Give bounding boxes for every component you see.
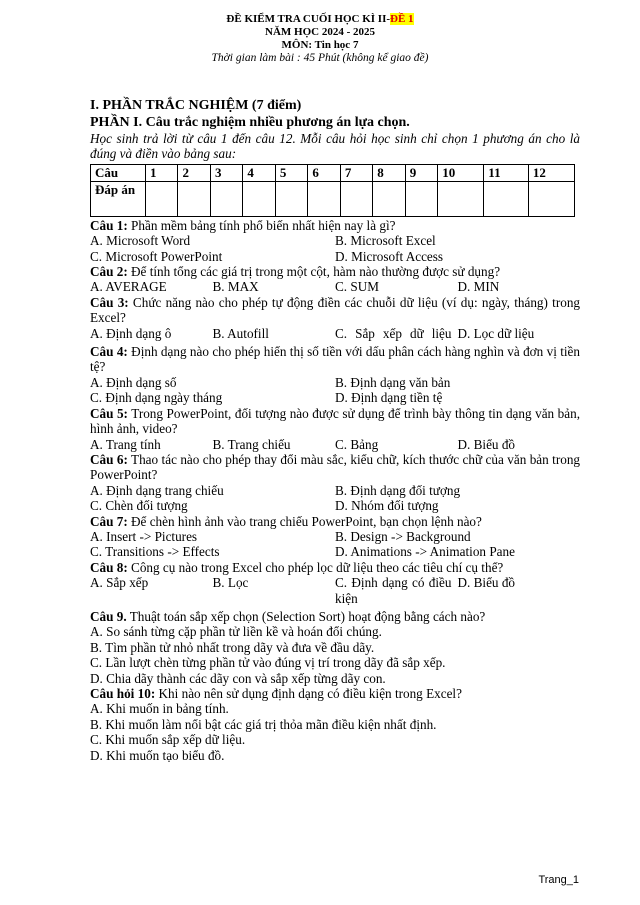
- option-c[interactable]: C. Microsoft PowerPoint: [90, 248, 223, 264]
- question-4: [90, 344, 580, 406]
- option-d[interactable]: D. Biểu đồ: [457, 436, 516, 452]
- answer-cell[interactable]: [308, 181, 340, 216]
- question-2: [90, 264, 580, 295]
- question-label: Câu 5:: [90, 405, 128, 421]
- answer-cell[interactable]: [275, 181, 307, 216]
- option-c[interactable]: C. Sắp xếp dữ liệu: [335, 325, 452, 341]
- answer-cell[interactable]: [210, 181, 242, 216]
- exam-header: [0, 13, 640, 65]
- question-5: [90, 406, 580, 452]
- answer-number: 7: [340, 164, 372, 181]
- option-c[interactable]: C. Định dạng ngày tháng: [90, 390, 223, 406]
- option-b[interactable]: B. Khi muốn làm nổi bật các giá trị thỏa mãn điều kiện nhất định.: [90, 716, 437, 732]
- option-d[interactable]: D. Microsoft Access: [335, 248, 444, 264]
- option-d[interactable]: D. Nhóm đối tượng: [335, 498, 439, 514]
- question-9: [90, 609, 580, 686]
- question-label: Câu 1:: [90, 217, 128, 233]
- question-text: Thuật toán sắp xếp chọn (Selection Sort) hoạt động bằng cách nào?: [126, 608, 486, 624]
- option-c[interactable]: C. Lần lượt chèn từng phần tử vào đúng vị trí trong dãy đã sắp xếp.: [90, 655, 446, 671]
- section-title: PHẦN I. Câu trắc nghiệm nhiều phương án lựa chọn.: [90, 115, 410, 130]
- option-a[interactable]: A. Insert -> Pictures: [90, 528, 198, 544]
- question-7: [90, 514, 580, 560]
- exam-body: [90, 97, 580, 763]
- option-d[interactable]: D. MIN: [457, 279, 500, 295]
- question-label: Câu hỏi 10:: [90, 686, 156, 701]
- answer-number: 8: [373, 164, 405, 181]
- option-d[interactable]: D. Chia dãy thành các dãy con và sắp xếp từng dãy con.: [90, 670, 386, 686]
- answer-number: 6: [308, 164, 340, 181]
- option-d[interactable]: D. Khi muốn tạo biểu đồ.: [90, 747, 225, 763]
- option-a[interactable]: A. Định dạng trang chiếu: [90, 482, 224, 498]
- option-a[interactable]: A. Trang tính: [90, 436, 161, 452]
- answer-table-answer-row: [91, 181, 575, 216]
- option-b[interactable]: B. Định dạng đối tượng: [335, 482, 461, 498]
- answer-number: 4: [243, 164, 275, 181]
- option-b[interactable]: B. Tìm phần tử nhỏ nhất trong dãy và đưa về đầu dãy.: [90, 639, 375, 655]
- question-6: [90, 452, 580, 514]
- option-b[interactable]: B. Trang chiếu: [212, 436, 291, 452]
- exam-version-badge: ĐỀ 1: [390, 13, 414, 25]
- answer-number: 12: [528, 164, 574, 181]
- answer-cell[interactable]: [373, 181, 405, 216]
- question-3: [90, 295, 580, 341]
- question-text: Công cụ nào trong Excel cho phép lọc dữ liệu theo các tiêu chí cụ thể?: [127, 559, 504, 575]
- answer-table-header-row: [91, 164, 575, 181]
- answer-cell[interactable]: [146, 181, 178, 216]
- option-a[interactable]: A. Sắp xếp: [90, 575, 149, 591]
- option-c[interactable]: C. Bảng: [335, 436, 379, 452]
- option-a[interactable]: A. Microsoft Word: [90, 233, 191, 249]
- question-label: Câu 8:: [90, 559, 128, 575]
- instruction: Học sinh trả lời từ câu 1 đến câu 12. Mỗi câu hỏi học sinh chỉ chọn 1 phương án cho là đúng và điền vào bảng sau:: [90, 131, 580, 162]
- option-c[interactable]: C. Định dạng có điều kiện: [335, 575, 452, 606]
- question-text: Chức năng nào cho phép tự động điền các chuỗi dữ liệu (ví dụ: ngày, tháng) trong Excel?: [90, 294, 581, 326]
- option-c[interactable]: C. Chèn đối tượng: [90, 498, 188, 514]
- option-b[interactable]: B. Định dạng văn bản: [335, 374, 451, 390]
- answer-cell[interactable]: [178, 181, 210, 216]
- question-8: [90, 560, 580, 606]
- answer-cell[interactable]: [528, 181, 574, 216]
- option-d[interactable]: D. Biểu đồ: [457, 575, 516, 591]
- question-text: Để chèn hình ảnh vào trang chiếu PowerPoint, bạn chọn lệnh nào?: [127, 513, 482, 529]
- answer-number: 2: [178, 164, 210, 181]
- answer-table: [90, 164, 575, 217]
- question-text: Khi nào nên sử dụng định dạng có điều kiện trong Excel?: [155, 686, 462, 701]
- answer-cell[interactable]: [340, 181, 372, 216]
- option-b[interactable]: B. MAX: [212, 279, 259, 295]
- option-b[interactable]: B. Lọc: [212, 575, 249, 591]
- answer-number: 5: [275, 164, 307, 181]
- question-label: Câu 4:: [90, 344, 128, 360]
- option-b[interactable]: B. Microsoft Excel: [335, 233, 436, 249]
- option-a[interactable]: A. Định dạng ô: [90, 325, 172, 341]
- option-a[interactable]: A. Định dạng số: [90, 374, 177, 390]
- option-b[interactable]: B. Autofill: [212, 325, 269, 341]
- option-a[interactable]: A. So sánh từng cặp phần tử liền kề và hoán đổi chúng.: [90, 624, 382, 640]
- answer-number: 9: [405, 164, 437, 181]
- answer-cell[interactable]: [484, 181, 529, 216]
- question-label: Câu 7:: [90, 513, 128, 529]
- option-c[interactable]: C. SUM: [335, 279, 379, 295]
- option-b[interactable]: B. Design -> Background: [335, 528, 471, 544]
- option-a[interactable]: A. AVERAGE: [90, 279, 167, 295]
- time-limit: Thời gian làm bài : 45 Phút (không kể giao đề): [211, 52, 429, 64]
- question-1: [90, 218, 580, 264]
- subject: MÔN: Tin học 7: [281, 39, 359, 51]
- answer-number: 10: [438, 164, 484, 181]
- answer-number: 3: [210, 164, 242, 181]
- exam-title: [0, 13, 640, 26]
- part-title: I. PHẦN TRẮC NGHIỆM (7 điểm): [90, 98, 302, 113]
- option-d[interactable]: D. Animations -> Animation Pane: [335, 544, 515, 560]
- option-a[interactable]: A. Khi muốn in bảng tính.: [90, 701, 229, 717]
- option-c[interactable]: C. Transitions -> Effects: [90, 544, 220, 560]
- question-label: Câu 9.: [90, 608, 127, 624]
- answer-number: 11: [484, 164, 529, 181]
- answer-table-label: Câu: [91, 164, 146, 181]
- question-text: Thao tác nào cho phép thay đổi màu sắc, kiểu chữ, kích thước chữ của văn bản trong PowerPoint?: [90, 451, 581, 483]
- school-year: NĂM HỌC 2024 - 2025: [265, 26, 375, 38]
- option-d[interactable]: D. Lọc dữ liệu: [457, 325, 535, 341]
- exam-title-text: ĐỀ KIỂM TRA CUỐI HỌC KÌ II-: [226, 13, 391, 25]
- answer-row-label: Đáp án: [91, 181, 146, 216]
- question-text: Để tính tổng các giá trị trong một cột, hàm nào thường được sử dụng?: [127, 264, 501, 280]
- answer-cell[interactable]: [243, 181, 275, 216]
- question-label: Câu 3:: [90, 294, 129, 310]
- question-text: Phần mềm bảng tính phổ biến nhất hiện nay là gì?: [127, 217, 396, 233]
- question-text: Định dạng nào cho phép hiển thị số tiền với dấu phân cách hàng nghìn và đơn vị tiền tệ?: [90, 344, 581, 375]
- option-d[interactable]: D. Định dạng tiền tệ: [335, 390, 443, 406]
- question-text: Trong PowerPoint, đối tượng nào được sử dụng để trình bày thông tin dạng văn bản, hình ảnh, video?: [90, 405, 580, 437]
- question-label: Câu 2:: [90, 264, 128, 280]
- answer-cell[interactable]: [405, 181, 437, 216]
- option-c[interactable]: C. Khi muốn sắp xếp dữ liệu.: [90, 732, 246, 748]
- question-10: [90, 686, 580, 763]
- page-number: Trang_1: [538, 874, 579, 886]
- answer-cell[interactable]: [438, 181, 484, 216]
- answer-number: 1: [146, 164, 178, 181]
- question-label: Câu 6:: [90, 451, 128, 467]
